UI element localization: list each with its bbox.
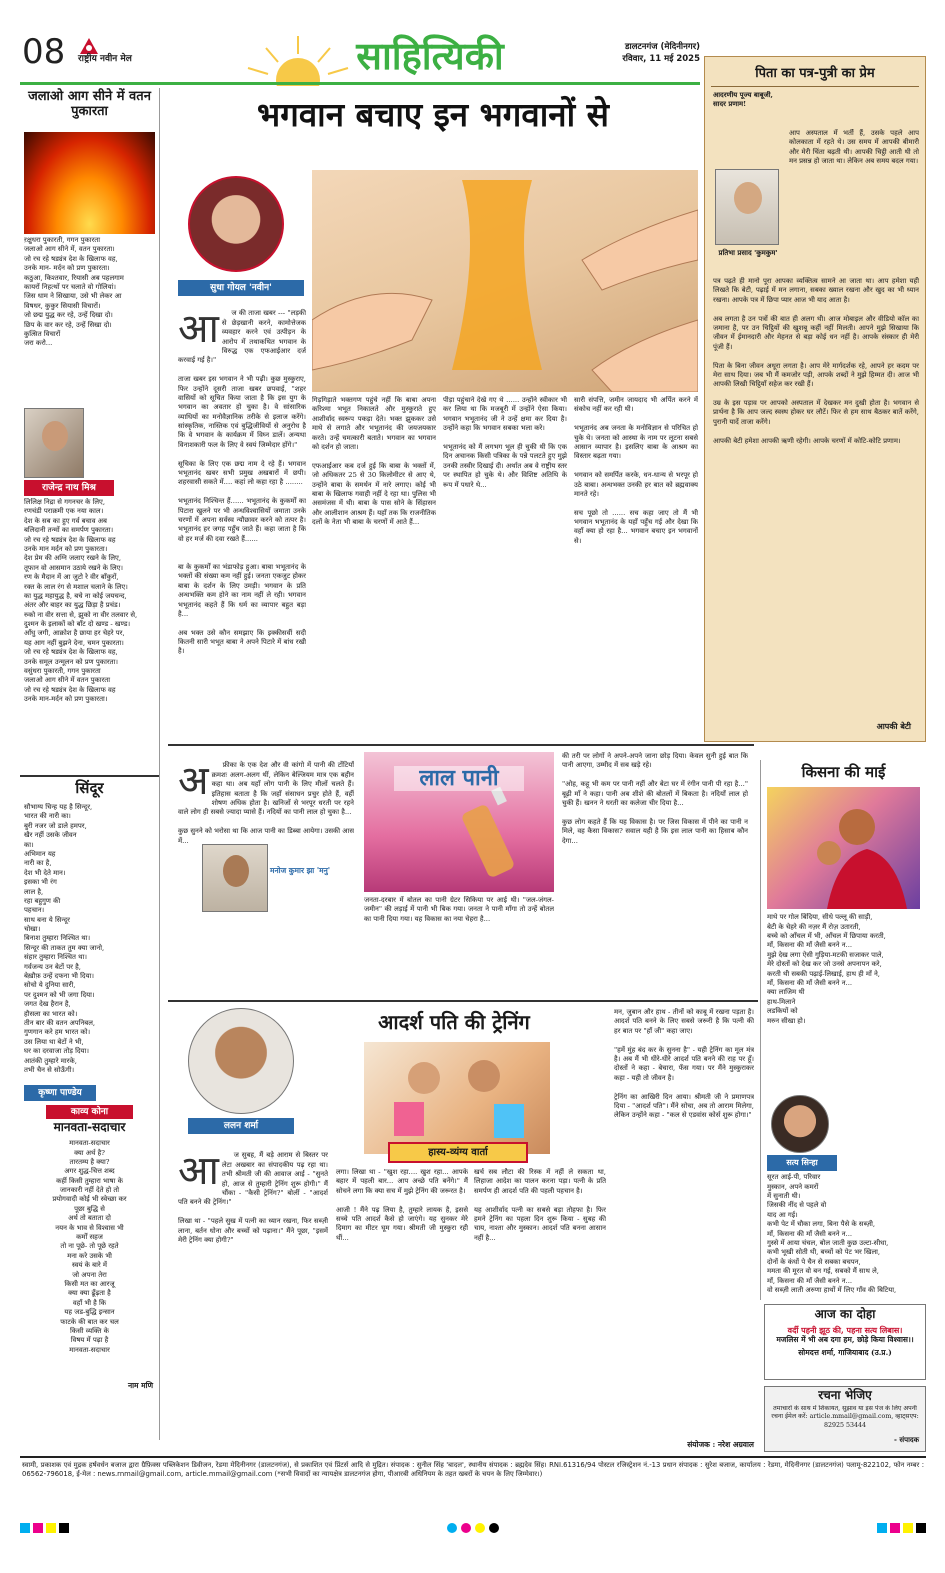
satire-section bbox=[168, 1000, 758, 1452]
kisna-text-1: माथे पर गोल बिंदिया, सीधे पल्लू की साड़ी, बेटी के चेहरे की नज़र मैं रोज़ उतारती, बच्चे को आँचल में भी, आँचल में छिपाया करती, माँ, किसना की माँ जैसी बनने न... मुझे देख लगा ऐसी गुड़िया-मटकी सजाकर पाले, मेरे दोस्तों को देख कर जो उनसे अपनापन करे, करती थी सबकी पढ़ाई-लिखाई, हाथ ही माँ ने, माँ, किसना की माँ जैसी बनने न... क्या लाजिम थी हाथ-मिलाने लडकियों को मरुन सीखा हो। bbox=[767, 913, 886, 1025]
main-col2-text: बा के कुकर्मों का भंडाफोड़ हुआ। बाबा भभूतानंद के भक्तों की संख्या कम नहीं हुई। जनता एकजुट होकर बाबा के दर्शन के लिए उमड़ी। भगवान के प्रति अन्धभक्ति कम होने का नाम नहीं ले रही। भगवान भभूतानंद कहते हैं कि धर्म का व्यापार बहुत बड़ा है... अब भक्त उसे कौन समझाए कि इक्कीसवीं सदी कितनी सारी भभूत बाबा ने अपने पिटारे में बांध रखी है। bbox=[178, 562, 306, 656]
lal-pani-title: लाल पानी bbox=[394, 766, 524, 791]
edition: डालटनगंज (मेदिनीनगर) bbox=[624, 42, 700, 52]
lal-pani-col2: जनता-दरबार में बोतल का पानी ग्रेटर सिकिया पर आई थी। "जल-जंगल-जमीन" की लड़ाई में पानी भी बिक गया। जनता ने पानी माँगा तो उन्हें बोतल का पानी दिया गया। यह विकास का नया चेहरा है... bbox=[364, 896, 554, 923]
color-swatches-right bbox=[877, 1523, 926, 1533]
author2-name: कृष्णा पाण्डेय bbox=[24, 1085, 96, 1101]
poem1-text: ऱक्षुधरा पुकारती, गगन पुकारता जलाओ आग सीने में, वतन पुकारता। जो रच रहे षड्यंत्र देश के खिलाफ वह, उनके मान- मर्दन को प्रण पुकारता। कठुआ, किश्तवार, रियासी अब पहलगाम कायरों निहत्थों पर चलाते वो गोलियां। जिस धाम ने सिखाया, उसे भी लेकर आ विषधर, कुकुर सियासी विचारों। जो छद्म युद्ध कर रहे, उन्हें दिखा दो। छिप के वार कर रहे, उन्हें सिखा दो। कुत्सित विचारों जरा करो... bbox=[24, 236, 124, 348]
lal-pani-author-photo bbox=[202, 844, 268, 912]
left-column bbox=[20, 88, 160, 1440]
satire-col1 bbox=[178, 1142, 328, 1448]
kisna-text-2: सूरत आई-पी, परिवार मुस्कान, अपने कमरों में सुनाती थी। जिसकी नींद से पहले वो याद आ गई। कभी पेट में चौका लगा, बिना पैसे के सब्ज़ी, माँ, किसना की माँ जैसी बनने न... गुस्से में आया चंचल, बोल जाती कुछ उल्टा-सीधा, कभी भूखी सोती थी, बच्चों को पेट भर खिला, दोनों के कंधों पे चैन से सबका बचपन, ममता की मूरत वो बन गई, सबको मैं साथ ले, माँ, किसना की माँ जैसी बनने न... वो सब्ज़ी लाती अरुणा हाथों में लिए गाँव की बिटिया, bbox=[767, 1173, 897, 1294]
lal-pani-drop-cap: अ bbox=[178, 758, 209, 805]
submit-signoff: - संपादक bbox=[894, 1434, 919, 1444]
letter-signoff: आपकी बेटी bbox=[876, 721, 911, 731]
mother-child-icon bbox=[767, 787, 920, 909]
letter-salutation: आदरणीय पूज्य बाबूजी, सादर प्रणाम! bbox=[713, 90, 773, 109]
poem3-title: मानवता-सदाचार bbox=[53, 1120, 126, 1135]
satire-title: आदर्श पति की ट्रेनिंग bbox=[378, 1010, 530, 1034]
kisna-author-name: सत्य सिन्हा bbox=[767, 1155, 837, 1171]
satire-col2: लगा। लिखा था - "खुश रहा.... खुश रहा... आपके बहार में पहली बार... आप अच्छे पति बनेंगे।" मैं सोचने लगा कि क्या सच में मुझे ट्रेनिंग की जरूरत है। आजी ! मैंने पढ़ लिया है, तुम्हारे लायक है, इससे सच्चे पति आदर्श कैसे हो जाएंगे। यह सुनकर मेरे दिमाग का मीटर घूम गया। श्रीमती जी मुस्कुरा रही थीं... bbox=[336, 1168, 468, 1242]
satire-author-photo bbox=[188, 1008, 294, 1114]
page-number: 08 bbox=[22, 32, 66, 72]
submit-text: तमाचारों के साथ में शिकायत, सुझाव या इस पेज के लिए अपनी रचना ईमेल करें: article.mmail@gmail.com, व्हाट्सएप: 82925 53444 bbox=[771, 1404, 919, 1429]
sanyojak: संयोजक : नरेश अग्रवाल bbox=[687, 1440, 754, 1449]
doha-author: सोमदत्त शर्मा, गाजियाबाद (उ.प्र.) bbox=[798, 1348, 892, 1358]
masthead bbox=[20, 28, 700, 86]
satire-col4: मन, जुबान और हाथ - तीनों को काबू में रखना पड़ता है। आदर्श पति बनने के लिए सबसे जरूरी है कि पत्नी की हर बात पर "हाँ जी" कहा जाए। "हमें मुंह बंद कर के सुनना है" - यही ट्रेनिंग का मूल मंत्र है। अब मैं भी धीरे-धीरे आदर्श पति बनने की राह पर हूँ। दोस्तों ने कहा - बेचारा, फँस गया। पर मैंने मुस्कुराकर कहा - यही तो जीवन है। ट्रेनिंग का आखिरी दिन आया। श्रीमती जी ने प्रमाणपत्र दिया - "आदर्श पति"। मैंने सोचा, अब तो आराम मिलेगा, लेकिन उन्होंने कहा - "कल से एडवांस कोर्स शुरू होगा।" bbox=[614, 1008, 754, 1120]
lal-pani-col1-text: फ्रीका के एक देश और वी कांगो में पानी की टोंटियाँ क्रमशः अलग-अलग थीं, लेकिन बेल्जियम मात्र एक बहीन कहा था। अब यहाँ लोग पानी के लिए मीलों चलते हैं। इतिहास बताता है कि जहाँ संसाधन प्रचुर होते हैं, वहीं शोषण अधिक होता है। खनिजों से भरपूर धरती पर रहने वाले लोग ही सबसे ज्यादा प्यासे हैं। नदियों का पानी लाल हो चुका है... कुछ सुनने को भरोसा था कि आज पानी का डिब्बा आयेगा। उसकी आस में... bbox=[178, 761, 354, 845]
main-illustration bbox=[312, 170, 698, 392]
section-title: साहित्यिकी bbox=[356, 34, 504, 78]
doha-line-1: वर्दी पहनी झूठ की, पहना सत्य लिबास। bbox=[787, 1324, 903, 1335]
main-headline: भगवान बचाए इन भगवानों से bbox=[257, 95, 609, 134]
author1-photo bbox=[24, 408, 84, 478]
poem2-text: सौभाग्य चिन्ह यह है सिन्दूर, भारत की नारी का। बुरी नजर जो डाले हमपर, खैर नहीं उसके जीवन का। अभिमान यह नारी का है, देश भी देते मान। इसका भी रंग लाल है, रहा बहुगुण की पहचान। साथ बना ये सिन्दूर चोखा। बिनाश तुम्हारा निश्चित था। सिन्दूर की ताकत तुम क्या जानो, संहार तुम्हारा निश्चित था। गर्वजन्य उन बेटों पर है, बेख़ौफ़ उन्हें दफना भी दिया। सोचो ये दुनिया सारी, पर दुश्मन को भी जगा दिया। जगत देख हैरान है, हौसला का भारत को। तीन बार की वतन अपनिबल, गुणगान करे हम भारत को। उस लिया था बेटों ने भी, घर का दरवाजा तोड़ दिया। आतंकी तुम्हारे मारके, तभी चैन से सोऊँगी। bbox=[24, 803, 105, 1074]
doha-title: आज का दोहा bbox=[814, 1307, 876, 1321]
main-col3: गिड़गिड़ाते भक्तगण पहुंचे नहीं कि बाबा अपना करिश्मा भभूत निकालते और मुस्कुराते हुए आशीर्वाद स्वरूप पकड़ा देते। भक्त झुककर उसे माथे से लगाते और भभूतानंद की जयजयकार करते। उन्हें चमत्कारी बताते। भगवान का भगवान को दर्शन हो जाता। एफआईआर कब दर्ज हुई कि बाबा के भक्तों में, जो अधिकतर 25 से 30 किलोमीटर से आए थे, उन्होंने बाबा के समर्थन में नारे लगाए। कोई भी बाबा के खिलाफ गवाही नहीं दे रहा था। पुलिस भी असमंजस में थी। बाबा के पास सोने के सिंहासन और आलीशान आश्रम हैं। यहाँ तक कि राजनीतिक दलों के नेता भी बाबा के चरणों में आते हैं... bbox=[312, 396, 436, 527]
submit-title: रचना भेजिए bbox=[818, 1388, 872, 1402]
author1-name: राजेन्द्र नाथ मिश्र bbox=[24, 480, 114, 496]
color-dots-center bbox=[447, 1523, 499, 1533]
letter-title: पिता का पत्र-पुत्री का प्रेम bbox=[711, 57, 919, 87]
main-col5: सारी संपत्ति, जमीन जायदाद भी अर्पित करने में संकोच नहीं कर रही थी। भभूतानंद अब जनता के मनोविज्ञान से परिचित हो चुके थे। जनता को आस्था के नाम पर लूटना सबसे आसान व्यापार है। इसलिए बाबा के आश्रम का विस्तार बढ़ता गया। भगवान को समर्पित करके, धन-धान्य से भरपूर हो उठे बाबा। अन्धभक्त उनकी हर बात को ब्रह्मवाक्य मानते रहे। सच पूछो तो ...... सच कहा जाए तो मैं भी भगवान भभूतानंद के यहाँ पहुँच गई और देखा कि वहाँ क्या हो रहा है... भगवान बचाए इन भगवानों से। bbox=[574, 396, 698, 545]
main-story bbox=[168, 90, 698, 738]
kisna-author-photo bbox=[771, 1095, 829, 1153]
hands-illustration bbox=[312, 170, 698, 392]
main-author-name: सुधा गोयल 'नवीन' bbox=[178, 280, 304, 296]
satire-drop-cap: आ bbox=[178, 1148, 219, 1195]
main-author-photo bbox=[188, 176, 284, 272]
satire-col1-text: ज सुबह, मैं बड़े आराम से बिस्तर पर लेटा अखबार का संपादकीय पढ़ रहा था। तभी श्रीमती जी की आवाज आई - "सुनते हो, आज से तुम्हारी ट्रेनिंग शुरू होगी।" मैं चौंका - "कैसी ट्रेनिंग?" बोलीं - "आदर्श पति बनने की ट्रेनिंग।" लिखा था - "पहले सुख में पत्नी का ध्यान रखना, फिर सब्ज़ी लाना, बर्तन धोना और बच्चों को पढ़ाना।" मैंने पूछा, "इसमें मेरी ट्रेनिंग क्या होगी?" bbox=[178, 1151, 328, 1244]
main-drop-cap: आ bbox=[178, 306, 219, 353]
date: रविवार, 11 मई 2025 bbox=[622, 54, 700, 64]
poem2-title: सिंदूर bbox=[20, 775, 159, 801]
fire-image bbox=[24, 132, 155, 234]
color-swatches-left bbox=[20, 1523, 69, 1533]
doha-box bbox=[764, 1304, 926, 1380]
satire-label: हास्य-व्यंग्य वार्ता bbox=[388, 1142, 528, 1163]
paper-logo-icon bbox=[78, 36, 100, 56]
poem1-title: जलाओ आग सीने में वतन पुकारता bbox=[28, 89, 151, 119]
main-col1-text: ज की ताजा खबर --- "लड़की से छेड़खानी करने, कामोत्तेजक व्यवहार करने एवं उत्पीड़न के आरोप में तथाकथित भगवान के विरुद्ध एक एफआईआर दर्ज करवाई गई है।" ताजा खबर इस भगवान ने भी पढ़ी। कुछ मुस्कुराए, फिर उन्होंने दूसरी ताजा खबर छपवाई, "शहर वासियों को सूचित किया जाता है कि इस युग के भगवान का अवतार हो चुका है। वे सांसारिक व्याधियों का मनोवैज्ञानिक तरीके से इलाज करेंगे। सांस्कृतिक, नास्तिक एवं बुद्धिजीवियों से अनुरोध है कि वे भगवान के कार्यक्रम में विघ्न डालें। अन्यथा विनाशकारी फल के लिए वे स्वयं जिम्मेदार होंगे।" सूचिका के लिए एक छद्म नाम दे रहे हैं। भगवान भभूतानंद खबर सभी प्रमुख अखबारों में छपी। शहरवासी सकते में.... कहां लो कहा रहा है ........ भभूतानंद निश्चिन्त हैं...... भभूतानंद के कुकर्मों का पिटारा खुलने पर भी अन्धविश्वासियों जमाता उनके चरणों में अपना सर्वस्व न्यौछावर करने को तत्पर है। भभूतानंद हर जगह पहुँच जाते हैं। कहा जाता है कि वो हर मर्ज की दवा रखते हैं...... bbox=[178, 309, 306, 543]
kisna-title: किसना की माई bbox=[801, 763, 886, 781]
letter-text-1: आप अस्पताल में भर्ती हैं, उसके पहले आप कोलकाता में रहते थे। उस समय में आपकी बीमारी और मेरी चिंता बढ़ती थी। आपकी चिट्ठी आती थी तो मन प्रसन्न हो जाता था। लेकिन अब समय बदल गया। bbox=[789, 129, 919, 166]
couple-shopping-icon bbox=[364, 1042, 550, 1154]
main-col1 bbox=[178, 300, 306, 738]
satire-col3: खर्च सब लौटा की रिस्क में नहीं ले सकता था, लिहाजा आदेश का पालन करना पड़ा। पत्नी के प्रति समर्पण ही आदर्श पति की पहली पहचान है। यह आशीर्वाद पत्नी का सबसे बड़ा तोहफा है। फिर हमने ट्रेनिंग का पहला दिन शुरू किया - सुबह की चाय, नाश्ता और मुस्कान। आदर्श पति बनना आसान नहीं है... bbox=[474, 1168, 606, 1242]
doha-line-2: मजलिस में भी अब दगा हम, छोड़े किया विश्वास।। bbox=[776, 1335, 914, 1345]
kisna-painting bbox=[767, 787, 920, 909]
satire-image bbox=[364, 1042, 550, 1154]
lal-pani-author-name: मनोज कुमार झा 'मनु' bbox=[270, 866, 331, 875]
poem3-text: मानवता-सदाचार क्या अर्थ है? तारतम्य है क्या? अगर शुद्ध-चित्त शब्द कहीं किसी तुम्हारा भाषा के जानकारी नहीं देते हो तो प्रयोगवादी कोई भी स्वेच्छा कर पूछा बुद्धि से अर्थ तो बताता दो नयन के भाव से विश्वास भी कर्मों सहज तो ना पूछे- तो पूछे रहते मना करे उसके भी स्वयं के बारे में जो अपना तेरा किसी मत का आरजू क्या क्या ढूँढ़ता है वहाँ भी है कि यह जड-बुद्धि इन्सान फाटके की बात कर चल किसी व्यक्ति के विषय में पढ़ा है मानवता-सदाचार bbox=[52, 1139, 127, 1354]
paper-name: राष्ट्रीय नवीन मेल bbox=[78, 54, 132, 64]
satire-author-name: ललन शर्मा bbox=[188, 1118, 294, 1134]
letter-author-photo bbox=[715, 169, 779, 245]
poem3-author: नाम मणि bbox=[127, 1381, 153, 1391]
submit-box bbox=[764, 1386, 926, 1452]
letter-panel bbox=[704, 56, 926, 742]
color-registration-bar bbox=[20, 1522, 926, 1534]
footer bbox=[20, 1456, 926, 1516]
masthead-rule bbox=[20, 82, 700, 85]
lal-pani-col3: की तरी पर लोगों ने अपने-अपने जाना छोड़ दिया। केवल सुनी हुई बात कि पानी आएगा, उम्मीद में सब खड़े रहे। "ओह, कहू भी कम पर पानी नहीं और बेटा घर में रंगीन पानी पी रहा है..." बूढ़ी माँ ने कहा। पानी अब शीशे की बोतलों में बिकता है। नदियाँ लाल हो चुकी हैं। खनन ने धरती का कलेजा चीर दिया है... कुछ लोग कहते हैं कि यह विकास है। पर जिस विकास में पीने का पानी न मिले, वह कैसा विकास? सवाल यही है कि इस लाल पानी का हिसाब कौन देगा... bbox=[562, 752, 748, 845]
poem1-text-2: लिलिक्ष निद्रा से गगनचर के लिए, रणचंडी पराक्रमी एक नया काल। देश के सब का हुए गर्व बचाव अब बलिदानी तन्मों का समर्पण पुकारता। जो रच रहे षड्यंत्र देश के खिलाफ वह उनके मान मर्दन को प्रण पुकारता। देश प्रेम की अग्नि जलाए रखने के लिए, तूफान वो आसमान उठाये रखने के लिए। रण के मैदान में आ जुटो रे वीर बाँकुरों, रक्त के लाल रंग से मशाल चलाने के लिए। का युद्ध महायुद्ध है, बचे ना कोई जयचन्द, अंतर और बाहर का युद्ध छिड़ा है प्रचंड। रुको ना वीर सत्ता से, झुको ना वीर तलवार से, दुश्मन के इलाकों को बाँट दो खण्ड - खण्ड। आँधु जगी, आक्रोश है छाया हर चेहरे पर, यह आग नहीं बुझने देना, चमन पुकारता। जो रच रहे षड्यंत्र देश के खिलाफ वह, उनके समूल उन्मूलन को प्रण पुकारता। वसुंधरा पुकारती, गगन पुकारता जलाओ आग सीने में वतन पुकारता जो रच रहे षड्यंत्र देश के खिलाफ वह उनके मान-मर्दन को प्रण पुकारता। bbox=[24, 498, 138, 704]
letter-text-2: पत्र पढ़ते ही मानो पूरा आपका व्यक्तित्व सामने आ जाता था। आप हमेशा यही लिखते कि बेटी, पढ़ाई में मन लगाना, सबका ख्याल रखना और खुद का भी ध्यान रखना। आपके पत्र में छिपा प्यार आज भी याद आता है। अब लगता है उन पत्रों की बात ही अलग थी। आज मोबाइल और वीडियो कॉल का जमाना है, पर उन चिट्ठियों की खुशबू कहीं नहीं मिलती। आपने मुझे सिखाया कि जीवन में ईमानदारी और मेहनत से बड़ा कोई धन नहीं है। आपके संस्कार ही मेरी पूंजी हैं। पिता के बिना जीवन अधूरा लगता है। आप मेरे मार्गदर्शक रहे, आपने हर कदम पर मेरा साथ दिया। जब भी मैं कमजोर पड़ी, आपके शब्दों ने मुझे हिम्मत दी। आज भी आपकी लिखी चिट्ठियाँ सहेज कर रखी हैं। उम्र के इस पड़ाव पर आपको अस्पताल में देखकर मन दुखी होता है। भगवान से प्रार्थना है कि आप जल्द स्वस्थ होकर घर लौटें। फिर से हम साथ बैठकर बातें करेंगे, पुरानी यादें ताजा करेंगे। आपकी बेटी हमेशा आपकी ऋणी रहेगी। आपके चरणों में कोटि-कोटि प्रणाम। bbox=[713, 277, 919, 445]
letter-author-name: प्रतिभा प्रसाद 'कुमकुम' bbox=[718, 249, 778, 257]
poem3-label: काव्य कोना bbox=[46, 1105, 133, 1119]
footer-text: स्वामी, प्रकाशक एवं मुद्रक हर्षवर्धन बजाज द्वारा ग्रैफ़िक्स पब्लिकेशन डिवीजन, रेडमा मेदिनीनगर (डालटनगंज), से प्रकाशित एवं प्रिंटर्स आदि से मुद्रित। संपादक : सुनील सिंह 'बादल', स्थानीय संपादक : ब्रह्मदेव सिंह। RNI.61316/94 पोस्टल रजिस्ट्रेशन नं.-13 प्रधान संपादक : सुरेश बजाज, कार्यालय : रेडमा, मेदिनीनगर (डालटनगंज) पलामू-822102, फोन नम्बर : 06562-796018, ई-मेल : news.rnmail@gmail.com, article.mmail@gmail.com (*सभी विवादों का न्यायक्षेत्र डालटनगंज होगा, पीआरबी अधिनियम के तहत खबरों के चयन के लिए जिम्मेवार।) bbox=[22, 1461, 926, 1479]
main-col4: पीड़ा पहुंचाने देखे गए थे ...... उन्होंने स्वीकार भी कर लिया था कि मजबूरी में उन्होंने ऐसा किया। भगवान भभूतानंद जी ने उन्हें क्षमा कर दिया है। उन्होंने कहा कि भगवान सबका भला करे। भभूतानंद को मैं लगभग भूल ही चुकी थी कि एक दिन अचानक किसी पत्रिका के पन्ने पलटते हुए मुझे उनकी तस्वीर दिखाई दी। अर्थात अब वे राष्ट्रीय स्तर पर स्थापित हो चुके थे। और विशिष्ट अतिथि के रूप में पधारे थे... bbox=[443, 396, 567, 489]
lal-pani-section bbox=[168, 744, 754, 996]
kisna-section bbox=[760, 760, 926, 1300]
